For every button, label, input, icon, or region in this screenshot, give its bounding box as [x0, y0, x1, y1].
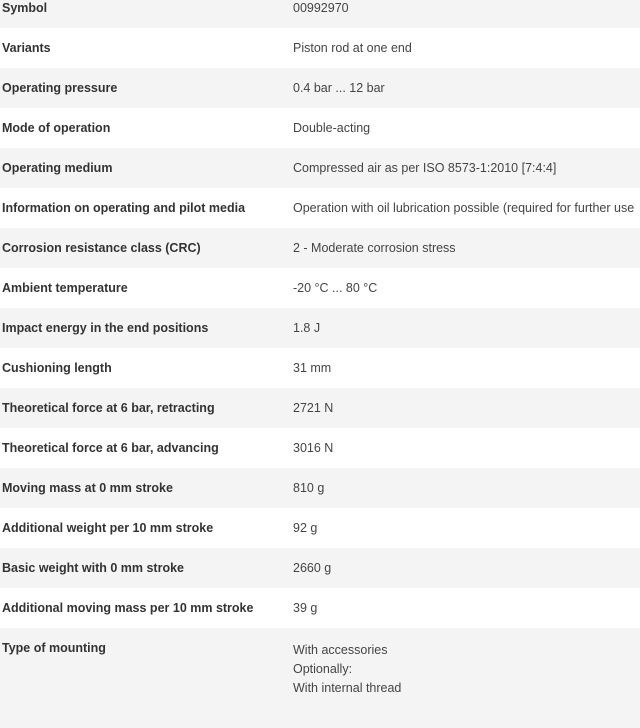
- spec-row-force-advancing: [0, 428, 640, 468]
- spec-label: Ambient temperature: [2, 281, 128, 295]
- spec-row-cushioning-length: [0, 348, 640, 388]
- spec-value: -20 °C ... 80 °C: [293, 281, 378, 295]
- spec-value: Double-acting: [293, 121, 371, 135]
- spec-value: 2 - Moderate corrosion stress: [293, 241, 456, 255]
- spec-value: 31 mm: [293, 361, 332, 375]
- spec-label: Mode of operation: [2, 121, 111, 135]
- spec-row-variants: [0, 28, 640, 68]
- spec-value-line: With accessories: [293, 643, 388, 657]
- spec-label: Operating medium: [2, 161, 113, 175]
- spec-label: Additional weight per 10 mm stroke: [2, 521, 214, 535]
- spec-label: Impact energy in the end positions: [2, 321, 209, 335]
- spec-row-operating-media-info: [0, 188, 640, 228]
- spec-row-operating-medium: [0, 148, 640, 188]
- spec-value: 39 g: [293, 601, 318, 615]
- spec-value: Compressed air as per ISO 8573-1:2010 [7:4:4]: [293, 161, 557, 175]
- spec-row-additional-moving-mass: [0, 588, 640, 628]
- spec-label: Corrosion resistance class (CRC): [2, 241, 201, 255]
- spec-value: 00992970: [293, 1, 349, 15]
- spec-label: Moving mass at 0 mm stroke: [2, 481, 173, 495]
- spec-row-corrosion-resistance: [0, 228, 640, 268]
- spec-row-mode-of-operation: [0, 108, 640, 148]
- spec-label: Theoretical force at 6 bar, retracting: [2, 401, 215, 415]
- spec-row-additional-weight: [0, 508, 640, 548]
- spec-label: Additional moving mass per 10 mm stroke: [2, 601, 254, 615]
- spec-value: 2721 N: [293, 401, 334, 415]
- spec-value-line: Optionally:: [293, 662, 353, 676]
- spec-label: Theoretical force at 6 bar, advancing: [2, 441, 219, 455]
- spec-label: Type of mounting: [2, 641, 106, 655]
- spec-row-impact-energy: [0, 308, 640, 348]
- spec-row-ambient-temperature: [0, 268, 640, 308]
- spec-label: Operating pressure: [2, 81, 118, 95]
- spec-value: 0.4 bar ... 12 bar: [293, 81, 385, 95]
- spec-value-line: With internal thread: [293, 681, 402, 695]
- spec-value-multiline: [291, 641, 640, 698]
- spec-value: 1.8 J: [293, 321, 321, 335]
- spec-label: Symbol: [2, 1, 48, 15]
- spec-value: 3016 N: [293, 441, 334, 455]
- spec-value: Operation with oil lubrication possible (required for further use: [293, 201, 635, 215]
- spec-label: Basic weight with 0 mm stroke: [2, 561, 184, 575]
- spec-row-moving-mass: [0, 468, 640, 508]
- spec-row-operating-pressure: [0, 68, 640, 108]
- spec-label: Cushioning length: [2, 361, 112, 375]
- spec-row-basic-weight: [0, 548, 640, 588]
- spec-value: 92 g: [293, 521, 318, 535]
- spec-value: 810 g: [293, 481, 325, 495]
- spec-label: Variants: [2, 41, 51, 55]
- spec-value: 2660 g: [293, 561, 332, 575]
- spec-row-symbol: [0, 0, 640, 28]
- spec-label: Information on operating and pilot media: [2, 201, 246, 215]
- spec-row-force-retracting: [0, 388, 640, 428]
- spec-row-type-of-mounting: [0, 628, 640, 728]
- spec-value: Piston rod at one end: [293, 41, 412, 55]
